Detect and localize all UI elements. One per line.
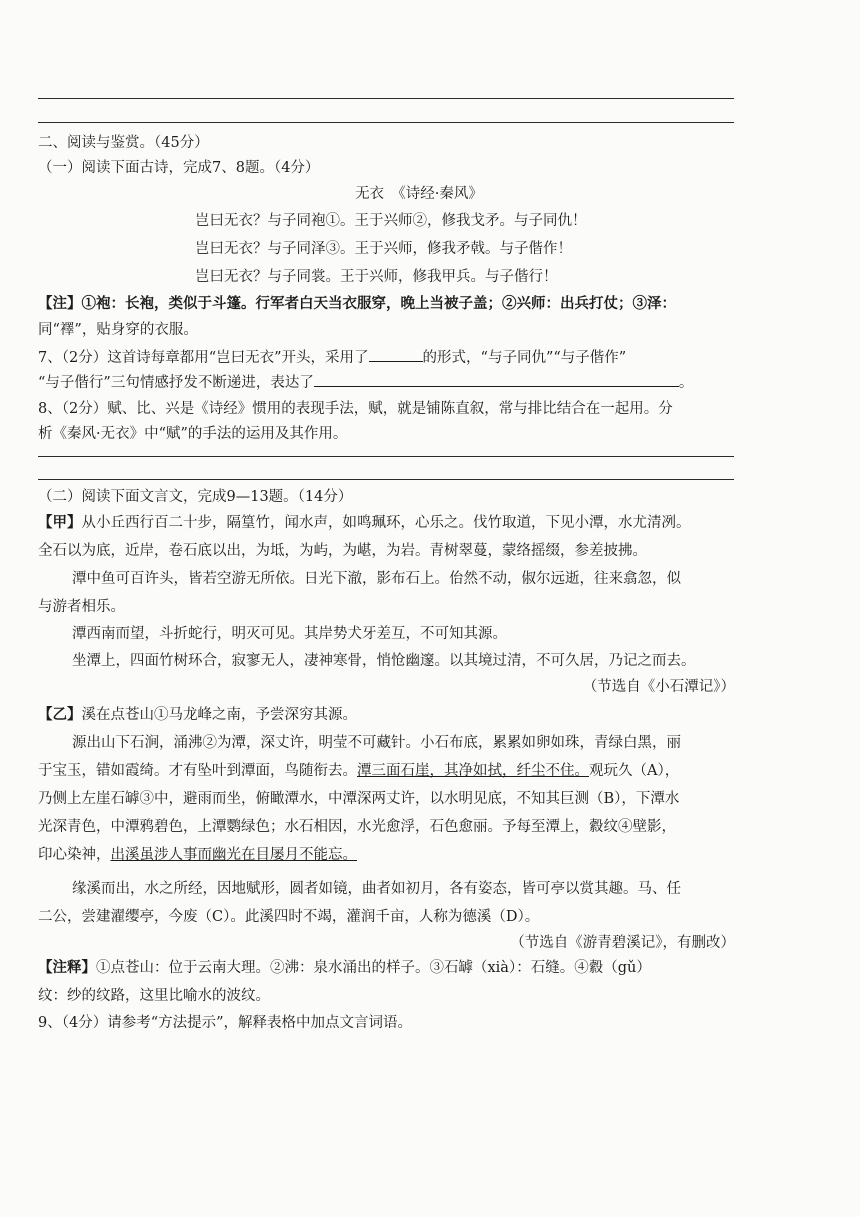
passage-text: 从小丘西行百二十步，隔篁竹，闻水声，如鸣珮环，心乐之。伐竹取道，下见小潭，水尤清冽。 — [81, 515, 691, 531]
passage-jia-line: 与游者相乐。 — [38, 599, 125, 615]
question-7-end: 。 — [678, 375, 694, 391]
underlined-sentence: 潭三面石崖，其净如拭，纤尘不住。 — [357, 763, 589, 779]
question-7-text: “与子偕行”三句情感抒发不断递进，表达了 — [38, 375, 314, 391]
passage-yi-line: 源出山下石涧，涌沸②为潭，深丈许，明莹不可藏针。小石布底，累累如卵如珠，青绿白黑，丽 — [72, 735, 681, 751]
poem-title: 无衣 《诗经·秦风》 — [355, 186, 483, 202]
question-7 — [38, 347, 760, 368]
answer-line[interactable] — [38, 479, 734, 480]
passage-jia-line: 潭西南而望，斗折蛇行，明灭可见。其岸势犬牙差互，不可知其源。 — [72, 626, 507, 642]
part2-intro: （二）阅读下面文言文，完成9—13题。（14分） — [38, 489, 353, 505]
annotation-line: 纹：纱的纹路，这里比喻水的波纹。 — [38, 988, 270, 1004]
annotation-label: 【注释】 — [38, 959, 96, 976]
annotation-text: ①点苍山：位于云南大理。②沸：泉水涌出的样子。③石罅（xià）：石缝。④縠（gǔ） — [96, 960, 651, 976]
passage-jia-line: 潭中鱼可百许头，皆若空游无所依。日光下澈，影布石上。佁然不动，俶尔远逝，往来翕忽，似 — [72, 571, 681, 587]
question-7-cont — [38, 372, 760, 393]
passage-yi-label: 【乙】 — [38, 706, 82, 723]
answer-blank[interactable] — [369, 347, 423, 362]
poem-line: 岂曰无衣？与子同裳。王于兴师，修我甲兵。与子偕行！ — [195, 269, 558, 285]
passage-jia-label: 【甲】 — [38, 514, 82, 531]
answer-line — [38, 122, 734, 123]
question-8: 8、（2分）赋、比、兴是《诗经》惯用的表现手法，赋，就是铺陈直叙，常与排比结合在一起用。分 — [38, 401, 673, 417]
passage-text: 印心染神， — [38, 847, 111, 863]
passage-yi-line: 缘溪而出，水之所经，因地赋形，圆者如镜，曲者如初月，各有姿态，皆可亭以赏其趣。马、任 — [72, 881, 681, 897]
passage-yi-source: （节选自《游青碧溪记》，有删改） — [510, 935, 735, 951]
question-8-cont: 析《秦风·无衣》中“赋”的手法的运用及其作用。 — [38, 426, 348, 442]
part1-intro: （一）阅读下面古诗，完成7、8题。（4分） — [38, 160, 320, 176]
poem-note: 【注】①袍：长袍，类似于斗篷。行军者白天当衣服穿，晚上当被子盖；②兴师：出兵打仗；③泽： — [38, 295, 676, 312]
passage-text: 溪在点苍山①马龙峰之南，予尝深穷其源。 — [81, 707, 357, 723]
underlined-sentence: 出溪虽涉人事而幽光在目屡月不能忘。 — [110, 847, 357, 863]
passage-jia-line: 坐潭上，四面竹树环合，寂寥无人，凄神寒骨，悄怆幽邃。以其境过清，不可久居，乃记之而去。 — [72, 653, 696, 669]
answer-line — [38, 98, 734, 99]
passage-jia-line — [38, 513, 760, 533]
passage-jia-source: （节选自《小石潭记》） — [582, 679, 735, 695]
passage-yi-line: 二公，尝建濯缨亭，今废（C）。此溪四时不竭，灌润千亩，人称为德溪（D）。 — [38, 909, 540, 925]
annotation-line — [38, 958, 760, 978]
passage-yi-line — [38, 705, 760, 725]
poem-note-cont: 同“襗”，贴身穿的衣服。 — [38, 322, 198, 338]
passage-yi-line: 乃侧上左崖石罅③中，避雨而坐，俯瞰潭水，中潭深两丈许，以水明见底，不知其巨测（B），下潭水 — [38, 791, 680, 807]
question-7-text: 7、（2分）这首诗每章都用“岂曰无衣”开头，采用了 — [38, 350, 369, 366]
passage-yi-line: 光深青色，中潭鸦碧色，上潭鹦绿色；水石相因，水光愈浮，石色愈丽。予每至潭上，縠纹④壁影， — [38, 819, 676, 835]
passage-text: 观玩久（A）， — [589, 763, 680, 779]
passage-jia-line: 全石以为底，近岸，卷石底以出，为坻，为屿，为嵁，为岩。青树翠蔓，蒙络摇缀，参差披拂。 — [38, 543, 647, 559]
section-heading: 二、阅读与鉴赏。（45分） — [38, 135, 209, 151]
question-7-text: 的形式，“与子同仇”“与子偕作” — [422, 350, 627, 366]
poem-line: 岂曰无衣？与子同泽③。王于兴师，修我矛戟。与子偕作！ — [195, 241, 572, 257]
poem-line: 岂曰无衣？与子同袍①。王于兴师②，修我戈矛。与子同仇！ — [195, 213, 587, 229]
answer-line[interactable] — [38, 456, 734, 457]
passage-text: 于宝玉，错如霞绮。才有坠叶到潭面，鸟随衔去。 — [38, 763, 357, 779]
passage-yi-line — [38, 761, 760, 781]
answer-blank[interactable] — [314, 372, 679, 387]
question-9: 9、（4分）请参考“方法提示”，解释表格中加点文言词语。 — [38, 1015, 413, 1031]
passage-yi-line — [38, 845, 760, 865]
